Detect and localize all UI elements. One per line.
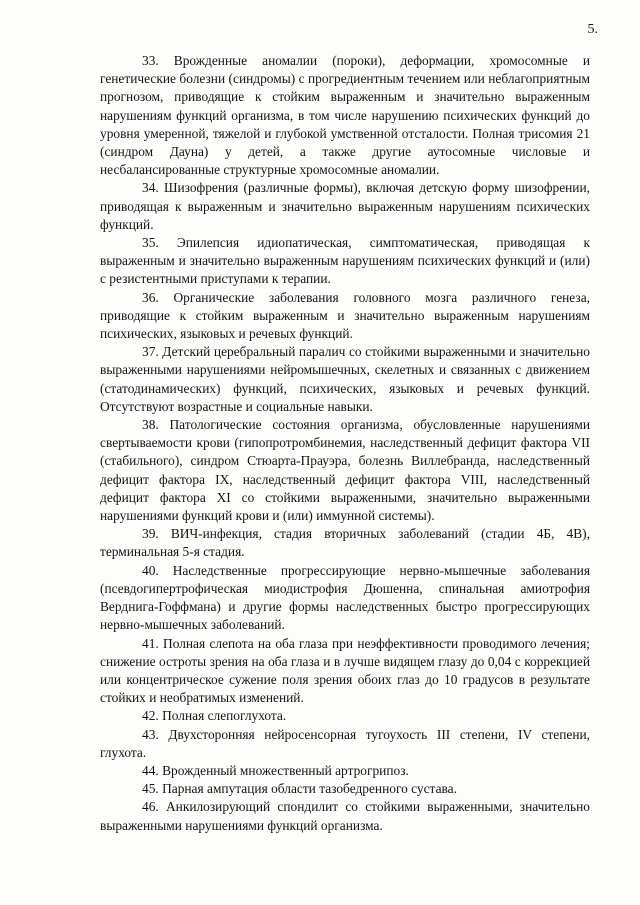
- list-item-40: 40. Наследственные прогрессирующие нервно-мышечные заболевания (псевдогипертрофическая миодистрофия Дюшенна, спинальная амиотрофия Верднига-Гоффмана) и другие формы наследственных быстро прогрессирующих нервно-мышечных заболеваний.: [100, 562, 590, 633]
- list-item-33: 33. Врожденные аномалии (пороки), деформации, хромосомные и генетические болезни (синдромы) с прогредиентным течением или неблагоприятным прогнозом, приводящие к стойким выраженным и значительно выраженным нарушениям функций организма, в том числе нарушению психических функций до уровня умеренной, тяжелой и глубокой умственной отсталости. Полная трисомия 21 (синдром Дауна) у детей, а также другие аутосомные числовые и несбалансированные структурные хромосомные аномалии.: [100, 53, 590, 178]
- list-item-42: 42. Полная слепоглухота.: [142, 708, 287, 724]
- list-item-38: 38. Патологические состояния организма, обусловленные нарушениями свертываемости крови (гипопротромбинемия, наследственный дефицит фактора VII (стабильного), синдром Стюарта-Прауэра, болезнь Виллебранда, наследственный дефицит фактора IX, наследственный дефицит фактора VIII, наследственный дефицит фактора XI со стойкими выраженными, значительно выраженными нарушениями функций крови и (или) иммунной системы).: [100, 417, 590, 524]
- list-item-36: 36. Органические заболевания головного мозга различного генеза, приводящие к стойким выраженным и значительно выраженным нарушениям психических, языковых и речевых функций.: [100, 289, 590, 342]
- list-item-46: 46. Анкилозирующий спондилит со стойкими выраженными, значительно выраженными нарушениями функций организма.: [100, 799, 590, 833]
- list-item-43: 43. Двухсторонняя нейросенсорная тугоухость III степени, IV степени, глухота.: [100, 726, 590, 760]
- list-item-35: 35. Эпилепсия идиопатическая, симптоматическая, приводящая к выраженным и значительно выраженным нарушениям психических функций и (или) с резистентными приступами к терапии.: [100, 235, 590, 287]
- list-item-37: 37. Детский церебральный паралич со стойкими выраженными и значительно выраженными нарушениями нейромышечных, скелетных и связанных с движением (статодинамических) функций, психических, языковых и речевых функций. Отсутствуют возрастные и социальные навыки.: [100, 344, 590, 414]
- item-list: [100, 52, 590, 835]
- list-item-45: 45. Парная ампутация области тазобедренного сустава.: [142, 781, 457, 797]
- list-item-44: 44. Врожденный множественный артрогрипоз.: [142, 762, 409, 778]
- list-item-34: 34. Шизофрения (различные формы), включая детскую форму шизофрении, приводящая к выраженным и значительно выраженным нарушениям психических функций.: [100, 180, 590, 232]
- page-number: 5.: [587, 22, 598, 37]
- list-item-39: 39. ВИЧ-инфекция, стадия вторичных заболеваний (стадии 4Б, 4В), терминальная 5-я стадия.: [100, 526, 590, 560]
- list-item-41: 41. Полная слепота на оба глаза при неэффективности проводимого лечения; снижение остроты зрения на оба глаза и в лучше видящем глазу до 0,04 с коррекцией или концентрическое сужение поля зрения обоих глаз до 10 градусов в результате стойких и необратимых изменений.: [100, 635, 590, 706]
